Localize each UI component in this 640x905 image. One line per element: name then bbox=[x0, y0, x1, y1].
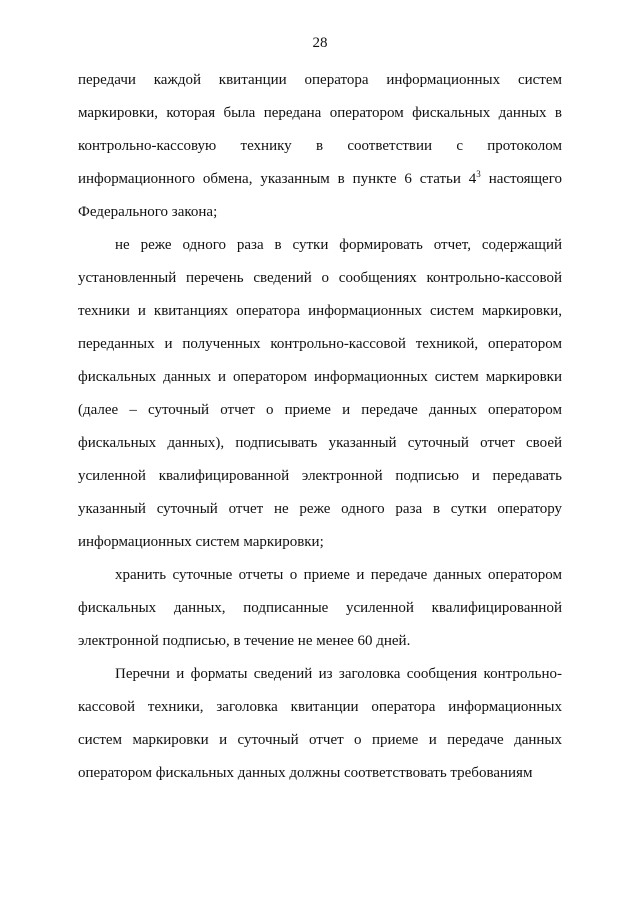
paragraph-1-text-end: настоящего Федерального закона; bbox=[78, 171, 562, 220]
paragraph-1 bbox=[78, 64, 562, 229]
paragraph-2: не реже одного раза в сутки формировать отчет, содержащий установленный перечень сведений о сообщениях контрольно-кассовой техники и квитанциях оператора информационных систем маркировки, переданных и полученных контрольно-кассовой техникой, оператором фискальных данных и оператором информационных систем маркировки (далее – суточный отчет о приеме и передаче данных оператором фискальных данных), подписывать указанный суточный отчет своей усиленной квалифицированной электронной подписью и передавать указанный суточный отчет не реже одного раза в сутки оператору информационных систем маркировки; bbox=[78, 237, 562, 550]
paragraph-4: Перечни и форматы сведений из заголовка сообщения контрольно-кассовой техники, заголовка квитанции оператора информационных систем маркировки и суточный отчет о приеме и передаче данных оператором фискальных данных должны соответствовать требованиям bbox=[78, 666, 562, 781]
paragraph-1-text: передачи каждой квитанции оператора информационных систем маркировки, которая была передана оператором фискальных данных в контрольно-кассовую технику в соответствии с протоколом информационного обмена, указанным в пункте 6 статьи 4 bbox=[78, 72, 562, 187]
paragraph-3: хранить суточные отчеты о приеме и передаче данных оператором фискальных данных, подписанные усиленной квалифицированной электронной подписью, в течение не менее 60 дней. bbox=[78, 567, 562, 649]
superscript-3: 3 bbox=[476, 169, 481, 179]
document-body bbox=[78, 64, 562, 790]
page-number: 28 bbox=[312, 35, 328, 51]
